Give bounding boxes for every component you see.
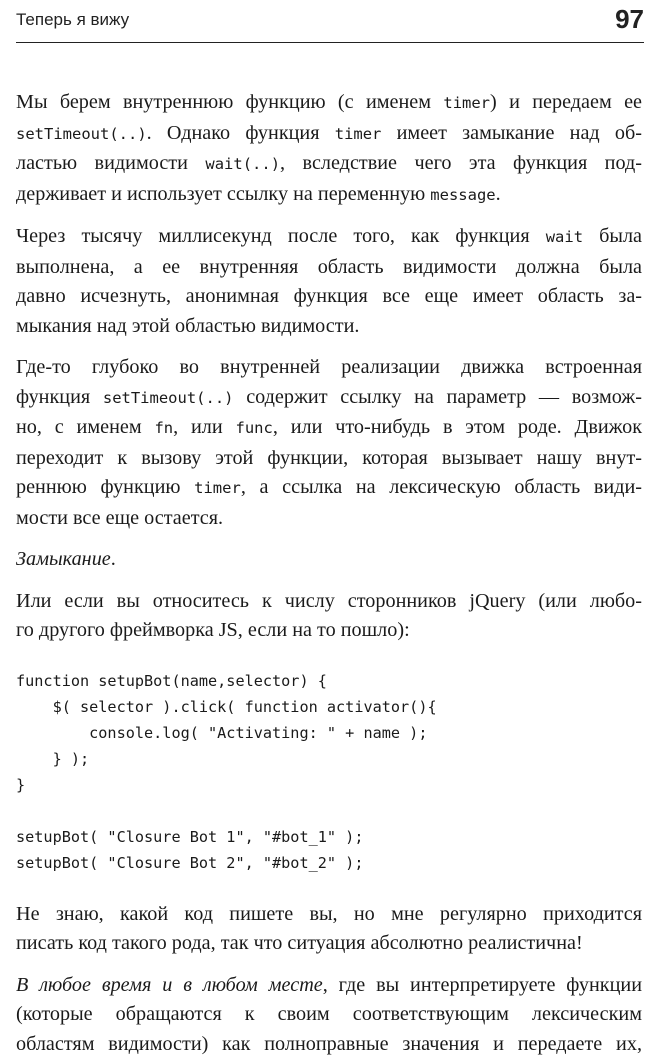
inline-code: wait(..) <box>205 155 280 173</box>
italic-phrase: В любое время и в любом месте <box>16 974 323 996</box>
code-line: setupBot( "Closure Bot 1", "#bot_1" ); <box>16 828 363 846</box>
text-line: писать код такого рода, так что ситуация абсолютно реалистична! <box>16 929 642 959</box>
text-line: мыкания над этой областью видимости. <box>16 312 642 342</box>
text-line: реннюю функцию timer, а ссылка на лексическую область види- <box>16 473 642 504</box>
text-line: ластью видимости wait(..), вследствие чего эта функция под- <box>16 149 642 180</box>
page-header <box>16 0 644 43</box>
inline-code: setTimeout(..) <box>103 389 234 407</box>
page-body <box>16 88 642 1059</box>
paragraph-6 <box>16 900 642 959</box>
paragraph-3 <box>16 353 642 533</box>
text-line: Через тысячу миллисекунд после того, как функция wait была <box>16 222 642 253</box>
paragraph-1 <box>16 88 642 210</box>
code-line: setupBot( "Closure Bot 2", "#bot_2" ); <box>16 854 363 872</box>
inline-code: setTimeout(..) <box>16 125 147 143</box>
inline-code: fn <box>154 419 173 437</box>
code-line: } ); <box>16 750 89 768</box>
paragraph-2 <box>16 222 642 341</box>
inline-code: timer <box>443 94 490 112</box>
code-listing <box>16 668 642 876</box>
code-line: $( selector ).click( function activator(){ <box>16 698 437 716</box>
text-line: переходит к вызову этой функции, которая вызывает нашу внут- <box>16 444 642 474</box>
text-line: Замыкание. <box>16 545 642 575</box>
text-line: setTimeout(..). Однако функция timer имеет замыкание над об- <box>16 119 642 150</box>
inline-code: func <box>236 419 273 437</box>
text-line: мости все еще остается. <box>16 504 642 534</box>
paragraph-7 <box>16 971 642 1059</box>
running-title: Теперь я вижу <box>16 10 129 30</box>
text-line: Мы берем внутреннюю функцию (с именем timer) и передаем ее <box>16 88 642 119</box>
text-line: держивает и использует ссылку на переменную message. <box>16 180 642 211</box>
inline-code: wait <box>546 228 583 246</box>
code-line: function setupBot(name,selector) { <box>16 672 327 690</box>
code-line: console.log( "Activating: " + name ); <box>16 724 427 742</box>
paragraph-4 <box>16 545 642 575</box>
text-line: выполнена, а ее внутренняя область видимости должна была <box>16 253 642 283</box>
paragraph-5 <box>16 587 642 646</box>
page-number: 97 <box>615 4 644 35</box>
text-line: функция setTimeout(..) содержит ссылку на параметр — возмож- <box>16 383 642 414</box>
text-line: Или если вы относитесь к числу сторонников jQuery (или любо- <box>16 587 642 617</box>
text-line: го другого фреймворка JS, если на то пошло): <box>16 616 642 646</box>
italic-term: Замыкание <box>16 548 111 570</box>
text-line: (которые обращаются к своим соответствующим лексическим <box>16 1000 642 1030</box>
text-line: давно исчезнуть, анонимная функция все еще имеет область за- <box>16 282 642 312</box>
text-line: но, с именем fn, или func, или что-нибудь в этом роде. Движок <box>16 413 642 444</box>
inline-code: timer <box>335 125 382 143</box>
text-line: областям видимости) как полноправные значения и передаете их, <box>16 1030 642 1059</box>
text-line: Не знаю, какой код пишете вы, но мне регулярно приходится <box>16 900 642 930</box>
text-line: В любое время и в любом месте, где вы интерпретируете функции <box>16 971 642 1001</box>
inline-code: timer <box>194 479 241 497</box>
text-line: Где-то глубоко во внутренней реализации движка встроенная <box>16 353 642 383</box>
inline-code: message <box>430 186 495 204</box>
code-line: } <box>16 776 25 794</box>
